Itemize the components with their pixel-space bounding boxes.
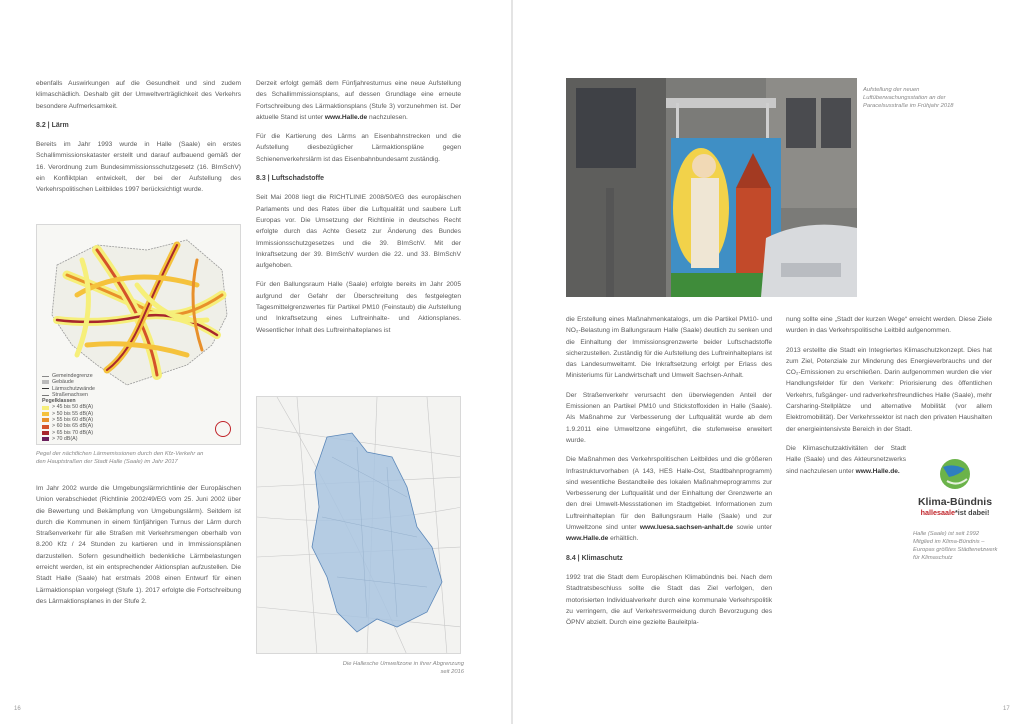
page-number-left: 16 [14,706,21,712]
umweltzone-map-figure [256,396,461,654]
umweltzone-caption: Die Hallesche Umweltzone in ihrer Abgrenzung seit 2016 [342,661,464,675]
noise-map-caption: Pegel der nächtlichen Lärmemissionen durch den Kfz-Verkehr an den Hauptstraßen der Stadt Halle (Saale) im Jahr 2017 [36,451,204,465]
photo-caption: Aufstellung der neuen Luftüberwachungsstation an der Paracelsusstraße im Frühjahr 2018 [863,87,954,109]
logo-caption: Halle (Saale) ist seit 1992 Mitglied im Klima-Bündnis – Europas größtes Städtenetzwerk für Klimaschutz [913,531,998,561]
umweltzone-map [257,397,461,654]
map-logo-icon [215,421,231,437]
halle-link[interactable]: www.Halle.de. [855,467,900,475]
globe-icon [913,457,997,491]
left-col-1-lower [36,483,241,615]
paragraph: die Erstellung eines Maßnahmenkatalogs, um die Partikel PM10- und NO₂-Belastung im Ballungsraum Halle (Saale) deutlich zu senken und die Einhaltung der Immissionsgrenzwerte beider Luftschadstoffe sicherzustellen. Zuständig für die Aufstellung des Luftreinhalteplans ist das Landesumweltamt. Die Inkraftsetzung erfolgt per Erlass des Ministeriums für Landwirtschaft und Umwelt Sachsen-Anhalt. [566,316,772,380]
luesa-link[interactable]: www.luesa.sachsen-anhalt.de [639,524,734,532]
left-col-1 [36,78,241,204]
left-col-2 [256,78,461,344]
logo-title: Klima-Bündnis [917,496,993,508]
paragraph: Die Klimaschutzaktivitäten der Stadt Halle (Saale) und des Akteursnetzwerks sind nachzulesen unter www.Halle.de. [786,444,906,475]
section-heading-laerm: 8.2 | Lärm [36,121,69,129]
paragraph: Der Straßenverkehr verursacht den überwiegenden Anteil der Emissionen an Partikel PM10 und Stickstoffoxiden in Halle (Saale). Als Maßnahme zur Verbesserung der Luftqualität wurde ab dem 1.9.2011 eine Umweltzone eingeführt, die stufenweise erweitert wurde. [566,391,772,444]
measurement-station-photo [566,78,857,297]
paragraph: 1992 trat die Stadt dem Europäischen Klimabündnis bei. Nach dem Stadtratsbeschluss sollte die Stadt das Ziel verfolgen, den motorisierten Individualverkehr durch eine kommunale Verkehrspolitik zu verringern, die auf Verkehrsvermeidung durch Bevorzugung des ÖPNV abzielt. Durch eine gezielte Bauleitpla- [566,573,772,627]
paragraph: Die Maßnahmen des Verkehrspolitischen Leitbildes und die größeren Infrastrukturvorhaben (A 143, HES Halle-Ost, Stadtbahnprogramm) sind wesentliche Bestandteile des lokalen Maßnahmeprogramms zur Verbesserung der Luftqualität und der Einhaltung der Grenzwerte an den drei Umwelt-Messstationen im Stadtgebiet. Informationen zum Luftreinhalteplan für den Ballungsraum Halle (Saale) und zur Umweltzone sind unter www.luesa.sachsen-anhalt.de sowie unter www.Halle.de erhältlich. [566,456,772,543]
paragraph: Bereits im Jahr 1993 wurde in Halle (Saale) ein erstes Schallimmissionskataster erstellt und darauf aufbauend gemäß der 16. Verordnung zum Bundesimmissionsschutzgesetz (16. BImSchV) ein Konfliktplan entwickelt, der bei der Aufstellung des Verkehrspolitischen Leitbildes 1997 berücksichtigt wurde. [36,141,241,194]
logo-subtitle: hallesaale*ist dabei! [920,508,990,517]
noise-map-figure [36,224,241,445]
paragraph: nung sollte eine „Stadt der kurzen Wege“ erreicht werden. Diese Ziele wurden in das Verkehrspolitische Leitbild aufgenommen. [786,316,992,335]
left-page [0,0,511,724]
klima-buendnis-logo [913,457,997,519]
page-number-right: 17 [1003,706,1010,712]
halle-link[interactable]: www.Halle.de [324,113,368,121]
map-legend: Gemeindegrenze Gebäude Lärmschutzwände Straßenachsen Pegelklassen > 45 bis 50 dB(A) > 50 bis 55 dB(A) > 55 bis 60 dB(A) > 60 bis 65 dB(A) > 65 bis 70 dB(A) > 70 dB(A) [42,373,95,442]
section-heading-luft: 8.3 | Luftschadstoffe [256,175,325,183]
right-page [513,0,1024,724]
section-heading-klima: 8.4 | Klimaschutz [566,554,623,562]
paragraph: Im Jahr 2002 wurde die Umgebungslärmrichtlinie der Europäischen Union verabschiedet (Richtlinie 2002/49/EG vom 25. Juni 2002 über die Bewertung und Bekämpfung von Umgebungslärm). Seitdem ist durch die Kommunen in einem fünfjährigen Turnus der Lärm durch Straßenverkehr für alle Straßen mit Verkehrsmengen oberhalb von 8.200 Kfz / 24 Stunden zu kartieren und in Immissionsplänen darzustellen. Sofern gesundheitlich bedenkliche Lärmbelastungen erreicht werden, ist ein entsprechender Aktionsplan aufzustellen. Die Stadt Halle (Saale) hat erstmals 2008 einen Entwurf für einen Lärmaktionsplan vorgelegt (Stufe 1). 2017 erfolgte die Fortschreibung des Lärmaktionsplanes in der Stufe 2. [36,485,241,605]
paragraph: ebenfalls Auswirkungen auf die Gesundheit und sind zudem klimaschädlich. Deshalb gilt der Umweltverträglichkeit des Verkehrs besondere Aufmerksamkeit. [36,80,241,110]
paragraph: Für den Ballungsraum Halle (Saale) erfolgte bereits im Jahr 2005 aufgrund der Gefahr der Überschreitung des festgelegten Tagesmittelgrenzwertes für Partikel PM10 (Feinstaub) die Aufstellung und Inkraftsetzung eines Luftreinhalte- und Aktionsplanes. Wesentlicher Inhalt des Luftreinhalteplanes ist [256,281,461,334]
halle-link[interactable]: www.Halle.de [566,535,609,543]
paragraph: Derzeit erfolgt gemäß dem Fünfjahresturnus eine neue Aufstellung des Schallimmissionsplans, auf dessen Grundlage eine erneute Fortschreibung des Lärmaktionsplans (Stufe 3) vorzunehmen ist. Der aktuelle Stand ist unter www.Halle.de nachzulesen. [256,80,461,121]
right-col-1 [566,314,772,636]
paragraph: Für die Kartierung des Lärms an Eisenbahnstrecken und die Aufstellung diesbezüglicher Lärmaktionspläne gegen Schienenverkehrslärm ist das Eisenbahnbundesamt zuständig. [256,133,461,163]
paragraph: 2013 erstellte die Stadt ein Integriertes Klimaschutzkonzept. Dies hat zum Ziel, Potenziale zur Minderung des Energieverbrauchs und der CO₂-Emissionen zu erschließen. Darin aufgenommen wurden die vier Handlungsfelder für den Verkehr: Priorisierung des öffentlichen Verkehrs, fußgänger- und radverkehrsfreundliches Halle (Saale), mehr Carsharing-Stellplätze und alternative Mobilität (vor allem Elektromobilität). Der Verkehrssektor ist nach den privaten Haushalten der energieintensivste Bereich in der Stadt. [786,346,992,433]
paragraph: Seit Mai 2008 liegt die RICHTLINIE 2008/50/EG des europäischen Parlaments und des Rates über die Luftqualität und saubere Luft Europas vor. Die Umsetzung der Richtlinie in deutsches Recht erfolgte durch das Achte Gesetz zur Änderung des Bundes Immissionsschutzgesetzes und die 39. BImSchV. Mit der Inkraftsetzung der 39. BImSchV wurden die 22. und 33. BImSchV aufgehoben. [256,194,461,270]
